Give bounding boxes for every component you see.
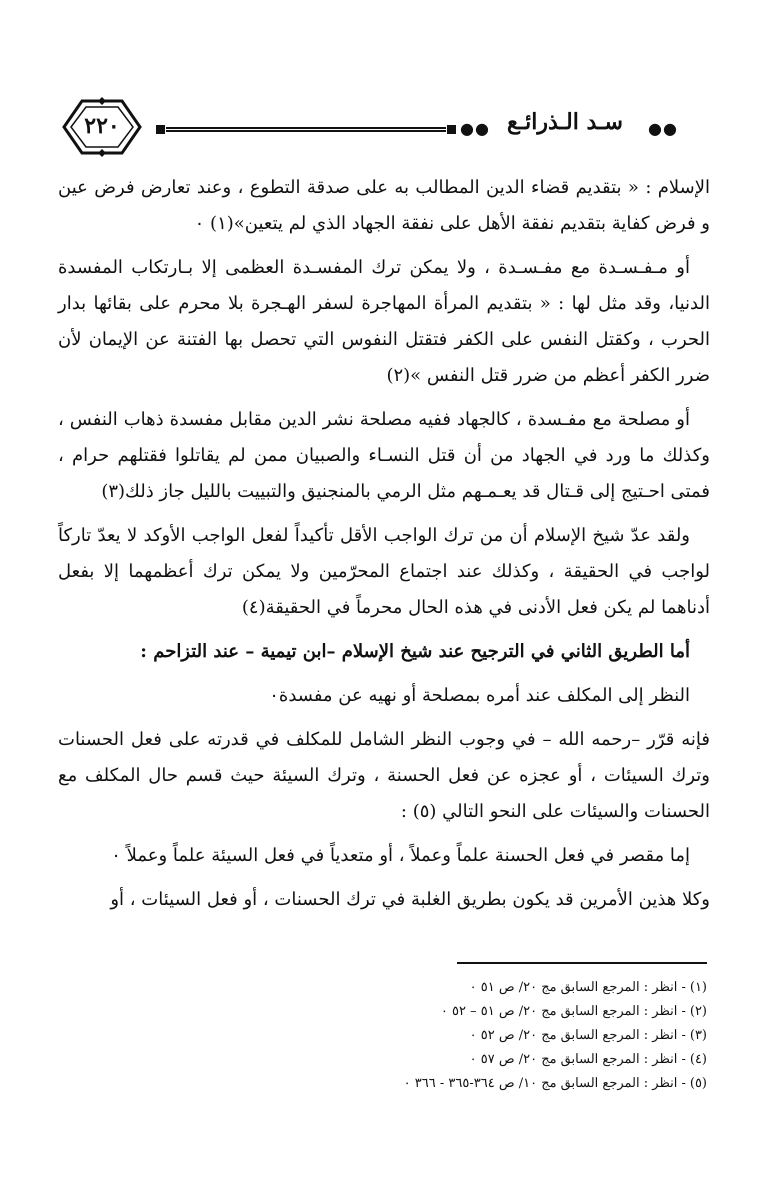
- footnotes: [55, 976, 707, 1096]
- footnote-text: - انظر : المرجع السابق مج ٢٠/ ص ٥١ – ٥٢ ٠: [440, 1004, 686, 1019]
- paragraph: وكلا هذين الأمرين قد يكون بطريق الغلبة في ترك الحسنات ، أو فعل السيئات ، أو: [110, 889, 710, 910]
- paragraph: أو مصلحة مع مفـسدة ، كالجهاد ففيه مصلحة نشر الدين مقابل مفسدة ذهاب النفس ، وكذلك ما ورد في الجهاد من أن قتل النسـاء والصبيان ممن لم يقاتلوا فقتلهم حرام ، فمتى احـتيج إلى قـتال قد يعـمـهم مثل الرمي بالمنجنيق والتبييت بالليل جاز ذلك(٣): [58, 409, 710, 502]
- header-rule: [156, 123, 456, 135]
- paragraph: النظر إلى المكلف عند أمره بمصلحة أو نهيه عن مفسدة٠: [269, 685, 690, 706]
- page-number-frame: [60, 97, 144, 157]
- footnote-text: - انظر : المرجع السابق مج ٢٠/ ص ٥٧ ٠: [469, 1052, 686, 1067]
- footnote-number: (٤): [689, 1052, 707, 1067]
- footnote-number: (٣): [689, 1028, 707, 1043]
- page-body: [58, 170, 710, 926]
- footnote-divider: [457, 962, 707, 964]
- paragraph: فإنه قرّر –رحمه الله – في وجوب النظر الشامل للمكلف في قدرته على فعل الحسنات وترك السيئات ، أو عجزه عن فعل الحسنة ، وترك السيئة حيث قسم حال المكلف مع الحسنات والسيئات على النحو التالي (٥) :: [58, 729, 710, 822]
- footnote: [55, 1024, 707, 1048]
- paragraph: أو مـفـسـدة مع مفـسـدة ، ولا يمكن ترك المفسـدة العظمى إلا بـارتكاب المفسدة الدنيا، وقد مثل لها : « بتقديم المرأة المهاجرة لسفر الهـجرة بلا محرم على بقائها بدار الحرب ، وكقتل النفس على الكفر فتقتل النفوس التي تحصل بها الفتنة عن الإيمان لأن ضرر الكفر أعظم من ضرر قتل النفس »(٢): [58, 257, 710, 386]
- footnote: [55, 1000, 707, 1024]
- footnote-text: - انظر : المرجع السابق مج ١٠/ ص ٣٦٤-٣٦٥ - ٣٦٦ ٠: [403, 1076, 686, 1091]
- footnote: [55, 976, 707, 1000]
- page-number: ٢٢٠: [84, 113, 120, 139]
- footnote: [55, 1048, 707, 1072]
- paragraph: ولقد عدّ شيخ الإسلام أن من ترك الواجب الأقل تأكيداً لفعل الواجب الأوكد لا يعدّ تاركاً لواجب في الحقيقة ، وكذلك عند اجتماع المحرّمين ولا يمكن ترك أعظمهما إلا بفعل أدناهما لم يكن فعل الأدنى في هذه الحال محرماً في الحقيقة(٤): [58, 525, 710, 618]
- paragraph: الإسلام : « بتقديم قضاء الدين المطالب به على صدقة التطوع ، وعند تعارض فرض عين و فرض كفاية بتقديم نفقة الأهل على نفقة الجهاد الذي لم يتعين»(١) ٠: [58, 177, 710, 234]
- paragraph: إما مقصر في فعل الحسنة علماً وعملاً ، أو متعدياً في فعل السيئة علماً وعملاً ٠: [111, 845, 690, 866]
- footnote-number: (٢): [689, 1004, 707, 1019]
- section-heading: أما الطريق الثاني في الترجيح عند شيخ الإسلام –ابن تيمية – عند التزاحم :: [140, 641, 690, 662]
- footnote-text: - انظر : المرجع السابق مج ٢٠/ ص ٥٢ ٠: [469, 1028, 686, 1043]
- footnote-number: (٥): [689, 1076, 707, 1091]
- footnote-number: (١): [689, 980, 707, 995]
- header-dots-right: ●●: [648, 119, 678, 138]
- running-title: سـد الـذرائـع: [507, 109, 623, 135]
- page-header: [60, 97, 710, 157]
- header-dots-left: ●●: [460, 119, 490, 138]
- footnote: [55, 1072, 707, 1096]
- footnote-text: - انظر : المرجع السابق مج ٢٠/ ص ٥١ ٠: [469, 980, 686, 995]
